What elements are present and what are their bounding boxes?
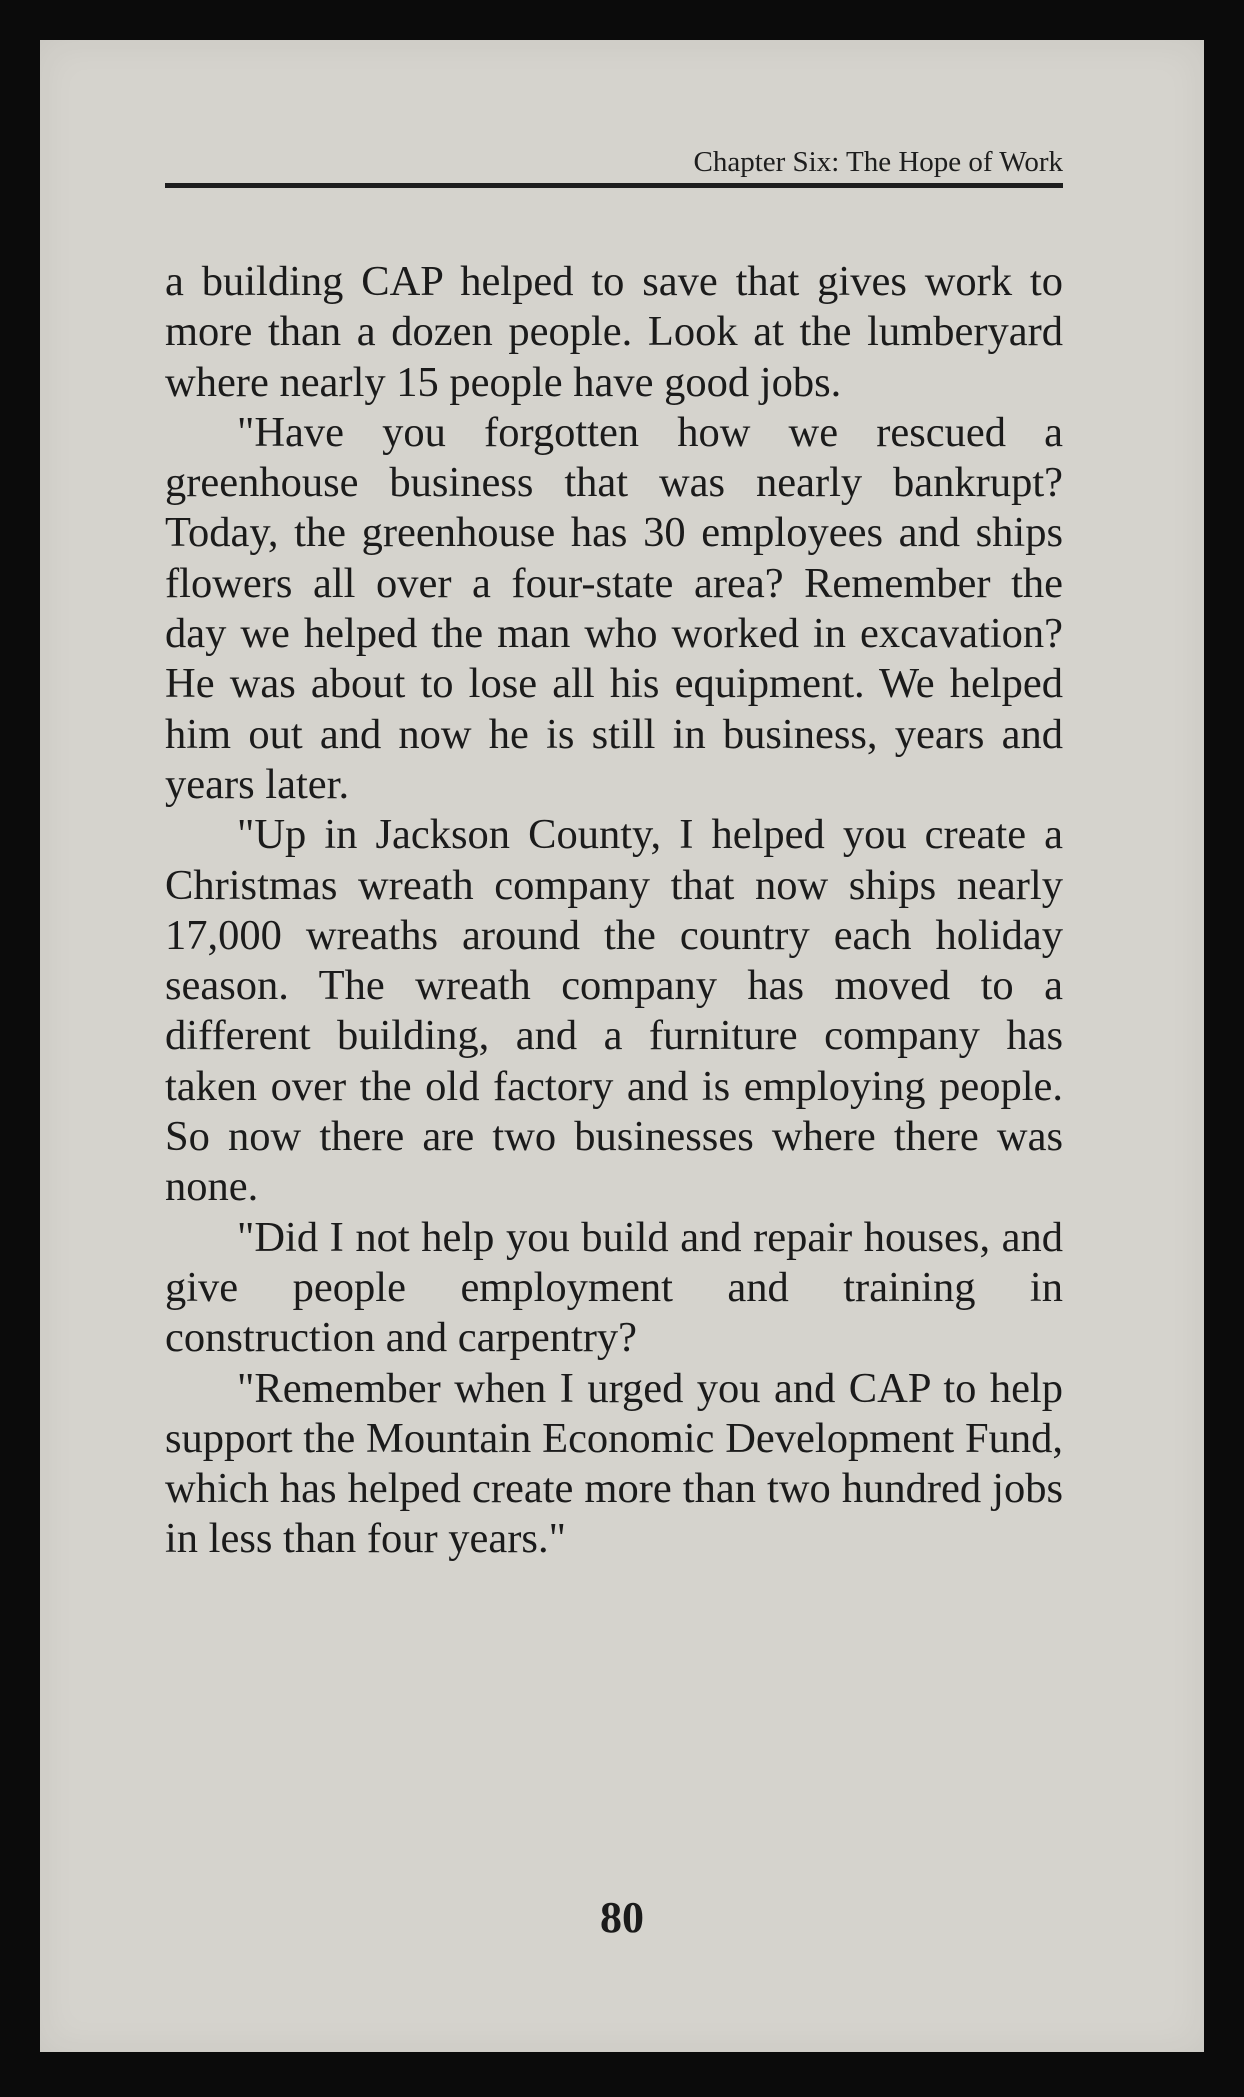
- paragraph: "Up in Jackson County, I helped you create a Christmas wreath company that now ships nearly 17,000 wreaths around the country each holiday season. The wreath company has moved to a different building, and a furniture company has taken over the old factory and is employing people. So now there are two businesses where there was none.: [165, 811, 1063, 1211]
- paragraph: "Did I not help you build and repair houses, and give people employment and training in construction and carpentry?: [165, 1213, 1063, 1362]
- page-number: 80: [600, 1893, 644, 1942]
- paragraph: "Have you forgotten how we rescued a greenhouse business that was nearly bankrupt? Today, the greenhouse has 30 employees and ships flowers all over a four-state area? Remember the day we helped the man who worked in excavation? He was about to lose all his equipment. We helped him out and now he is still in business, years and years later.: [165, 408, 1063, 808]
- running-head: Chapter Six: The Hope of Work: [693, 146, 1063, 178]
- paragraph-continued: a building CAP helped to save that gives work to more than a dozen people. Look at the lumberyard where nearly 15 people have good jobs.: [165, 258, 1063, 406]
- body-text: [165, 257, 1063, 1565]
- paragraph: "Remember when I urged you and CAP to help support the Mountain Economic Development Fund, which has helped create more than two hundred jobs in less than four years.": [165, 1364, 1063, 1563]
- header-rule: [165, 183, 1063, 188]
